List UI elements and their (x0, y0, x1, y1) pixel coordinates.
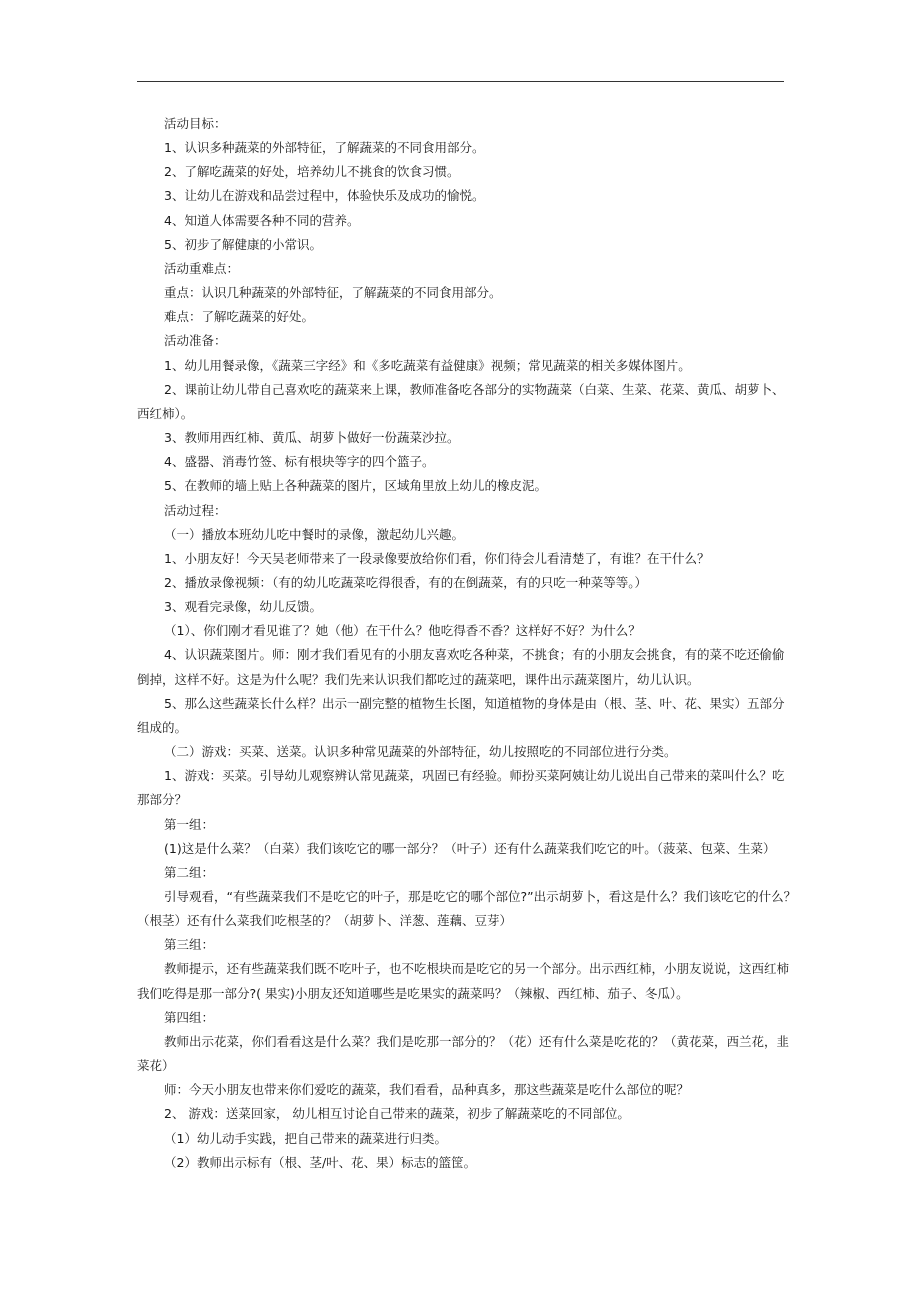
paragraph-line: （2）教师出示标有（根、茎/叶、花、果）标志的篮筐。 (164, 1154, 477, 1170)
group-heading: 第一组： (164, 816, 215, 832)
group-heading: 第二组： (164, 864, 215, 880)
paragraph-line: 引导观看，“有些蔬菜我们不是吃它的叶子，那是吃它的哪个部位?”出示胡萝卜，看这是什么？我们该吃它的什么？ (164, 889, 797, 904)
paragraph-line: 1、游戏：买菜。引导幼儿观察辨认常见蔬菜，巩固已有经验。师扮买菜阿姨让幼儿说出自己带来的菜叫什么？吃 (164, 768, 785, 784)
paragraph-line: 倒掉，这样不好。这是为什么呢？我们先来认识我们都吃过的蔬菜吧，课件出示蔬菜图片，幼儿认识。 (137, 671, 700, 687)
paragraph-line: 3、教师用西红柿、黄瓜、胡萝卜做好一份蔬菜沙拉。 (164, 430, 460, 446)
header-rule (137, 81, 784, 82)
paragraph-line: (1)这是什么菜？（白菜）我们该吃它的哪一部分？（叶子）还有什么蔬菜我们吃它的叶。（菠菜、包菜、生菜） (164, 840, 776, 856)
paragraph-line: （一）播放本班幼儿吃中餐时的录像，激起幼儿兴趣。 (164, 526, 465, 542)
paragraph-line: 2、了解吃蔬菜的好处，培养幼儿不挑食的饮食习惯。 (164, 164, 460, 180)
paragraph-line: （1）、你们刚才看见谁了？她（他）在干什么？他吃得香不香？这样好不好？为什么？ (164, 623, 641, 639)
paragraph-line: 2、 游戏：送菜回家， 幼儿相互讨论自己带来的蔬菜，初步了解蔬菜吃的不同部位。 (164, 1106, 630, 1122)
paragraph-line: 1、认识多种蔬菜的外部特征，了解蔬菜的不同食用部分。 (164, 140, 485, 156)
paragraph-line: （根茎）还有什么菜我们吃根茎的？（胡萝卜、洋葱、莲藕、豆芽） (137, 913, 513, 929)
paragraph-line: 重点：认识几种蔬菜的外部特征，了解蔬菜的不同食用部分。 (164, 285, 502, 301)
paragraph-line: 3、让幼儿在游戏和品尝过程中，体验快乐及成功的愉悦。 (164, 188, 485, 204)
group-heading: 第四组： (164, 1009, 215, 1025)
paragraph-line: 组成的。 (137, 719, 188, 735)
section-heading-goals: 活动目标： (164, 116, 227, 131)
paragraph-line: 5、初步了解健康的小常识。 (164, 236, 322, 252)
paragraph-line: 2、播放录像视频：（有的幼儿吃蔬菜吃得很香，有的在倒蔬菜，有的只吃一种菜等等。） (164, 574, 647, 590)
section-heading-preparation: 活动准备： (164, 333, 227, 349)
paragraph-line: 1、幼儿用餐录像，《蔬菜三字经》和《多吃蔬菜有益健康》视频；常见蔬菜的相关多媒体图片。 (164, 357, 691, 373)
paragraph-line: （1）幼儿动手实践，把自己带来的蔬菜进行归类。 (164, 1130, 447, 1146)
paragraph-line: 4、知道人体需要各种不同的营养。 (164, 212, 360, 228)
paragraph-line: 4、盛器、消毒竹签、标有根块等字的四个篮子。 (164, 454, 435, 470)
paragraph-line: 1、小朋友好！今天吴老师带来了一段录像要放给你们看，你们待会儿看清楚了，有谁？在干什么？ (164, 550, 710, 566)
document-body (137, 112, 797, 1175)
paragraph-line: 4、认识蔬菜图片。师：刚才我们看见有的小朋友喜欢吃各种菜，不挑食；有的小朋友会挑食，有的菜不吃还偷偷 (164, 647, 785, 663)
paragraph-line: 那部分？ (137, 792, 188, 808)
paragraph-line: 3、观看完录像，幼儿反馈。 (164, 599, 322, 615)
paragraph-line: 我们吃得是那一部分?( 果实)小朋友还知道哪些是吃果实的蔬菜吗？（辣椒、西红柿、茄子、冬瓜）。 (137, 985, 689, 1001)
paragraph-line: 教师出示花菜，你们看看这是什么菜？我们是吃那一部分的？（花）还有什么菜是吃花的？（黄花菜，西兰花，韭 (164, 1033, 790, 1049)
paragraph-line: （二）游戏：买菜、送菜。认识多种常见蔬菜的外部特征，幼儿按照吃的不同部位进行分类。 (164, 744, 677, 760)
paragraph-line: 2、课前让幼儿带自己喜欢吃的蔬菜来上课，教师准备吃各部分的实物蔬菜（白菜、生菜、花菜、黄瓜、胡萝卜、 (164, 381, 785, 397)
section-heading-key-points: 活动重难点： (164, 260, 240, 276)
paragraph-line: 菜花） (137, 1058, 175, 1074)
paragraph-line: 西红柿）。 (137, 405, 194, 421)
paragraph-line: 难点：了解吃蔬菜的好处。 (164, 309, 315, 325)
paragraph-line: 5、那么这些蔬菜长什么样？出示一副完整的植物生长图，知道植物的身体是由（根、茎、叶、花、果实）五部分 (164, 695, 785, 711)
section-heading-process: 活动过程： (164, 502, 227, 518)
group-heading: 第三组： (164, 937, 215, 953)
paragraph-line: 教师提示，还有些蔬菜我们既不吃叶子，也不吃根块而是吃它的另一个部分。出示西红柿，小朋友说说，这西红柿 (164, 961, 790, 977)
paragraph-line: 5、在教师的墙上贴上各种蔬菜的图片，区域角里放上幼儿的橡皮泥。 (164, 478, 547, 494)
paragraph-line: 师：今天小朋友也带来你们爱吃的蔬菜，我们看看，品种真多，那这些蔬菜是吃什么部位的呢？ (164, 1082, 690, 1098)
